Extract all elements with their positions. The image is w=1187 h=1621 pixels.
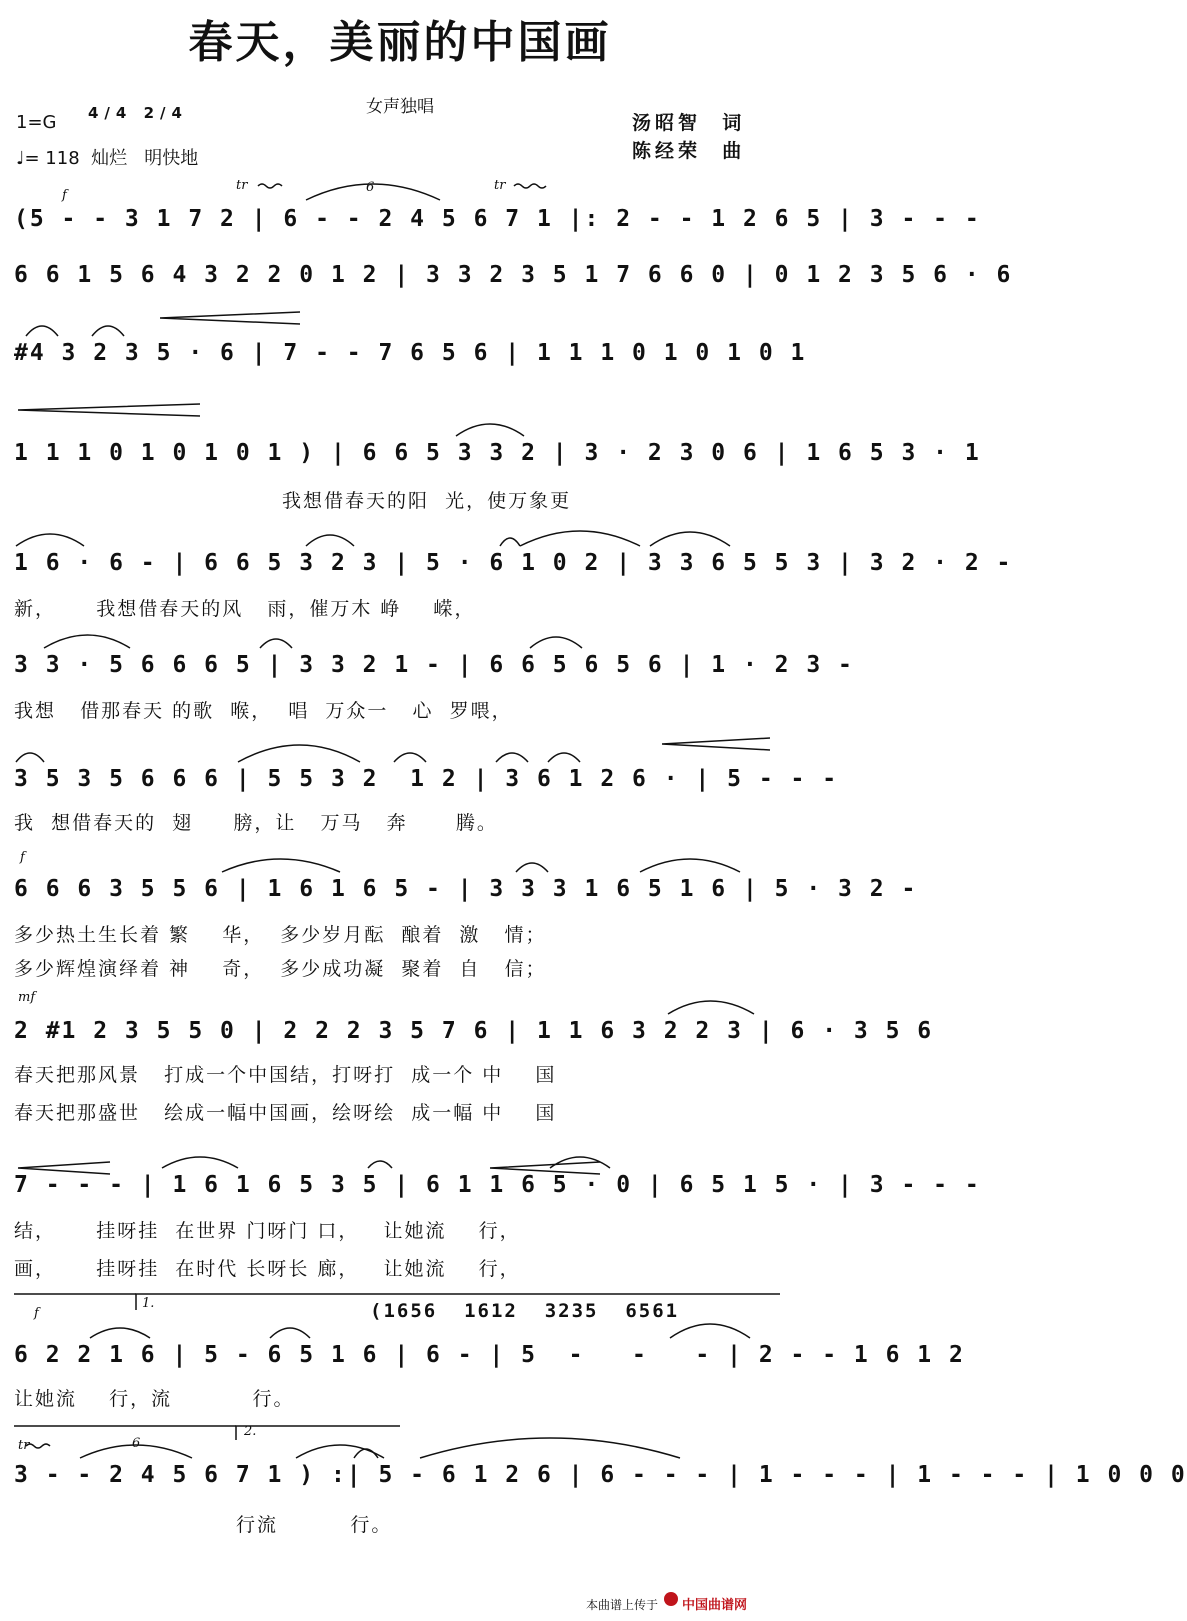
- subtitle: 女声独唱: [366, 97, 434, 117]
- lyrics-line-8-verse-2: 多少辉煌演绎着 神 奇， 多少成功凝 聚着 自 信；: [14, 958, 547, 980]
- trill-mark: tr: [18, 1438, 30, 1453]
- volta-2-mark: 2.: [244, 1424, 257, 1439]
- lyrics-line-5: 新， 我想借春天的风 雨，催万木 峥 嵘，: [14, 598, 476, 620]
- lyrics-line-6: 我想 借那春天 的歌 喉， 唱 万众一 心 罗喂，: [14, 700, 513, 722]
- score-line-10: 7 - - - | 1 6 1 6 5 3 5 | 6 1 1 6 5 · 0 | 6 5 1 5 · | 3 - - -: [14, 1172, 981, 1198]
- score-line-7: 3 5 3 5 6 6 6 | 5 5 3 2 1 2 | 3 6 1 2 6 · | 5 - - -: [14, 766, 839, 792]
- score-line-11: 6 2 2 1 6 | 5 - 6 5 1 6 | 6 - | 5 - - - | 2 - - 1 6 1 2: [14, 1342, 965, 1368]
- score-line-11-upper: (1656 1612 3235 6561: [370, 1300, 680, 1322]
- lyrics-line-7: 我 想借春天的 翅 膀，让 万马 奔 腾。: [14, 812, 498, 834]
- score-line-12: 3 - - 2 4 5 6 7 1 ) :| 5 - 6 1 2 6 | 6 - - - | 1 - - - | 1 - - - | 1 0 0 0: [14, 1462, 1187, 1488]
- song-title: 春天，美丽的中国画: [188, 17, 612, 68]
- score-line-8: 6 6 6 3 5 5 6 | 1 6 1 6 5 - | 3 3 3 1 6 5 1 6 | 5 · 3 2 -: [14, 876, 918, 902]
- mezzo-forte-mark: mf: [18, 990, 36, 1005]
- volta-1-mark: 1.: [142, 1296, 155, 1311]
- score-line-5: 1 6 · 6 - | 6 6 5 3 2 3 | 5 · 6 1 0 2 | 3 3 6 5 5 3 | 3 2 · 2 -: [14, 550, 1013, 576]
- lyrics-line-11: 让她流 行，流 行。: [14, 1388, 295, 1410]
- tuplet-mark: 6: [132, 1436, 141, 1451]
- lyricist-credit: 汤昭智 词: [632, 112, 746, 134]
- lyrics-line-4: 我想借春天的阳 光，使万象更: [282, 490, 572, 512]
- upload-note: 本曲谱上传于: [586, 1598, 659, 1612]
- key-signature: 1=G: [16, 112, 57, 133]
- lyrics-line-9-verse-1: 春天把那风景 打成一个中国结，打呀打 成一个 中 国: [14, 1064, 557, 1086]
- trill-mark: tr: [236, 178, 248, 193]
- time-signature: 4/4 2/4: [88, 104, 188, 122]
- lyrics-line-10-verse-2: 画， 挂呀挂 在时代 长呀长 廊， 让她流 行，: [14, 1258, 521, 1280]
- score-line-3: #4 3 2 3 5 · 6 | 7 - - 7 6 5 6 | 1 1 1 0 1 0 1 0 1: [14, 340, 807, 366]
- composer-credit: 陈经荣 曲: [632, 140, 746, 162]
- score-line-4: 1 1 1 0 1 0 1 0 1 ) | 6 6 5 3 3 2 | 3 · 2 3 0 6 | 1 6 5 3 · 1: [14, 440, 981, 466]
- lyrics-line-10-verse-1: 结， 挂呀挂 在世界 门呀门 口， 让她流 行，: [14, 1220, 521, 1242]
- tuplet-mark: 6: [366, 180, 375, 195]
- lyrics-line-8-verse-1: 多少热土生长着 繁 华， 多少岁月酝 酿着 激 情；: [14, 924, 547, 946]
- score-line-2: 6 6 1 5 6 4 3 2 2 0 1 2 | 3 3 2 3 5 1 7 6 6 0 | 0 1 2 3 5 6 · 6: [14, 262, 1013, 288]
- site-name-link[interactable]: 中国曲谱网: [682, 1598, 748, 1613]
- forte-mark: f: [20, 850, 25, 865]
- score-line-1: (5 - - 3 1 7 2 | 6 - - 2 4 5 6 7 1 |: 2 - - 1 2 6 5 | 3 - - -: [14, 206, 981, 232]
- trill-mark: tr: [494, 178, 506, 193]
- forte-mark: f: [62, 188, 67, 203]
- score-line-9: 2 #1 2 3 5 5 0 | 2 2 2 3 5 7 6 | 1 1 6 3 2 2 3 | 6 · 3 5 6: [14, 1018, 934, 1044]
- forte-mark: f: [34, 1306, 39, 1321]
- tempo-marking: ♩= 118 灿烂 明快地: [16, 148, 199, 169]
- lyrics-line-9-verse-2: 春天把那盛世 绘成一幅中国画，绘呀绘 成一幅 中 国: [14, 1102, 557, 1124]
- lyrics-line-12: 行流 行。: [236, 1514, 393, 1536]
- score-line-6: 3 3 · 5 6 6 6 5 | 3 3 2 1 - | 6 6 5 6 5 6 | 1 · 2 3 -: [14, 652, 854, 678]
